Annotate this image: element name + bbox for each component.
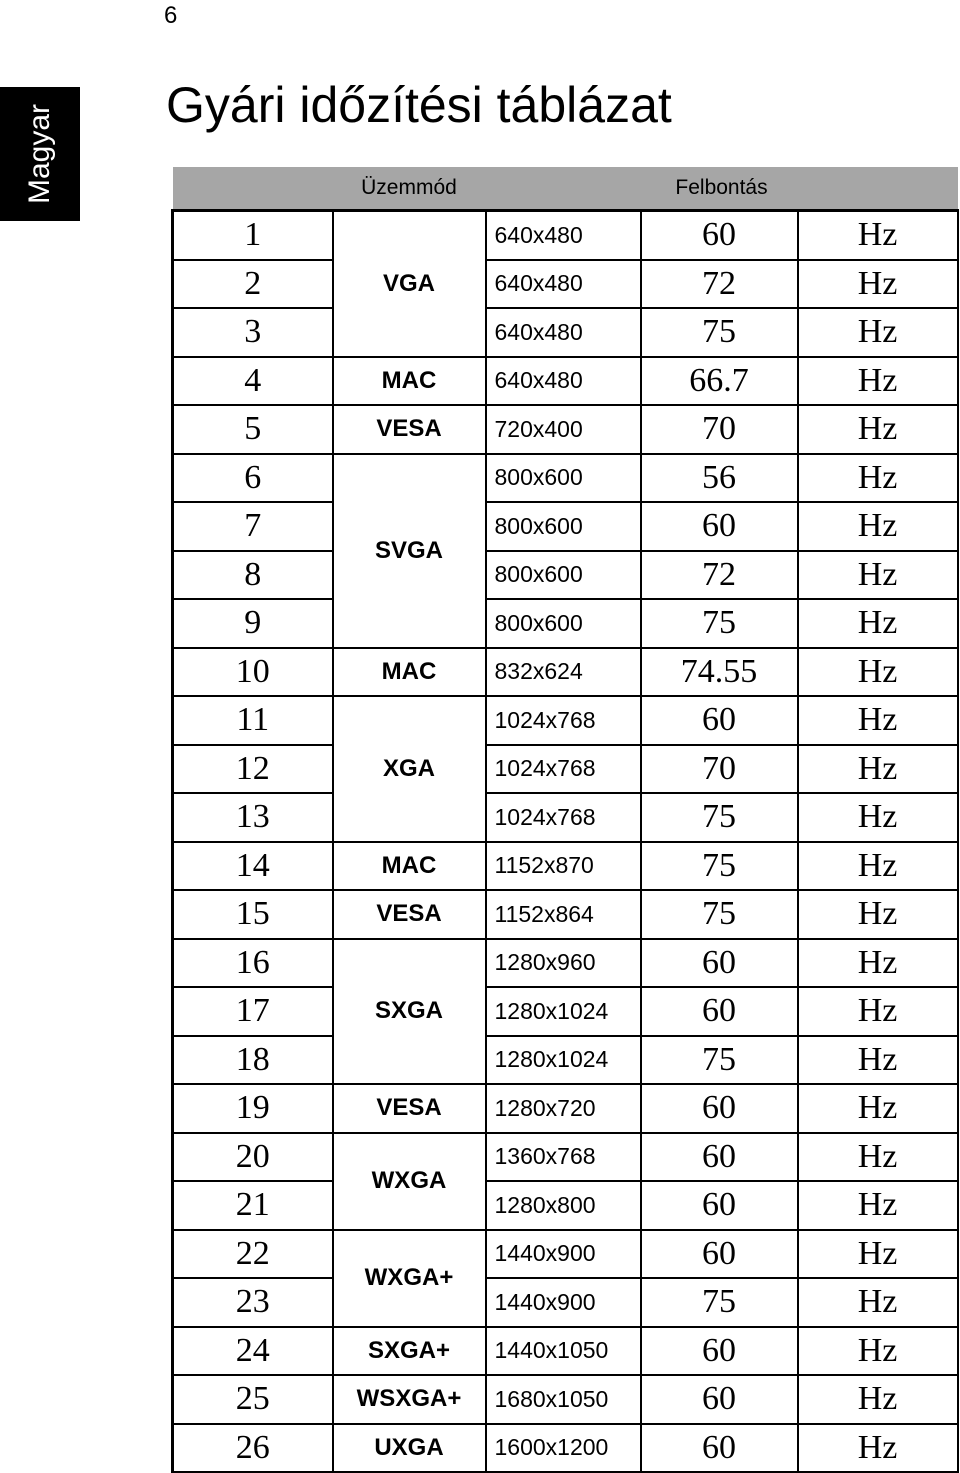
resolution-cell: 1024x768 [486, 793, 641, 842]
unit-cell: Hz [798, 1327, 958, 1376]
frequency-cell: 75 [641, 308, 798, 357]
resolution-cell: 1280x960 [486, 939, 641, 988]
unit-cell: Hz [798, 551, 958, 600]
mode-cell: VESA [333, 405, 486, 454]
resolution-cell: 640x480 [486, 357, 641, 406]
resolution-cell: 800x600 [486, 454, 641, 503]
mode-cell: MAC [333, 648, 486, 697]
table-row [173, 405, 958, 454]
frequency-cell: 75 [641, 890, 798, 939]
frequency-cell: 60 [641, 1375, 798, 1424]
resolution-cell: 1680x1050 [486, 1375, 641, 1424]
unit-cell: Hz [798, 211, 958, 260]
table-row [173, 939, 958, 988]
table-row [173, 502, 958, 551]
frequency-cell: 70 [641, 405, 798, 454]
unit-cell: Hz [798, 939, 958, 988]
table-row [173, 308, 958, 357]
row-index: 17 [173, 987, 333, 1036]
row-index: 6 [173, 454, 333, 503]
mode-cell: MAC [333, 357, 486, 406]
unit-cell: Hz [798, 696, 958, 745]
row-index: 4 [173, 357, 333, 406]
frequency-cell: 75 [641, 1278, 798, 1327]
row-index: 14 [173, 842, 333, 891]
row-index: 20 [173, 1133, 333, 1182]
row-index: 7 [173, 502, 333, 551]
row-index: 21 [173, 1181, 333, 1230]
unit-cell: Hz [798, 1278, 958, 1327]
page-number: 6 [164, 2, 178, 29]
unit-cell: Hz [798, 1424, 958, 1473]
row-index: 12 [173, 745, 333, 794]
unit-cell: Hz [798, 890, 958, 939]
table-row [173, 1327, 958, 1376]
resolution-cell: 1280x800 [486, 1181, 641, 1230]
table-row [173, 1230, 958, 1279]
resolution-cell: 1440x1050 [486, 1327, 641, 1376]
unit-cell: Hz [798, 599, 958, 648]
resolution-cell: 1280x720 [486, 1084, 641, 1133]
unit-cell: Hz [798, 1375, 958, 1424]
table-row [173, 987, 958, 1036]
unit-cell: Hz [798, 454, 958, 503]
row-index: 24 [173, 1327, 333, 1376]
frequency-cell: 60 [641, 502, 798, 551]
row-index: 9 [173, 599, 333, 648]
table-body [173, 211, 958, 1473]
frequency-cell: 70 [641, 745, 798, 794]
unit-cell: Hz [798, 405, 958, 454]
frequency-cell: 60 [641, 1181, 798, 1230]
frequency-cell: 56 [641, 454, 798, 503]
row-index: 10 [173, 648, 333, 697]
row-index: 23 [173, 1278, 333, 1327]
header-index [173, 167, 333, 211]
resolution-cell: 1600x1200 [486, 1424, 641, 1473]
resolution-cell: 1440x900 [486, 1230, 641, 1279]
row-index: 1 [173, 211, 333, 260]
table-row [173, 599, 958, 648]
row-index: 18 [173, 1036, 333, 1085]
table-row [173, 1133, 958, 1182]
row-index: 5 [173, 405, 333, 454]
table-row [173, 357, 958, 406]
table-row [173, 211, 958, 260]
resolution-cell: 640x480 [486, 211, 641, 260]
frequency-cell: 60 [641, 1230, 798, 1279]
resolution-cell: 1024x768 [486, 696, 641, 745]
table-row [173, 1084, 958, 1133]
table-row [173, 696, 958, 745]
timing-table [171, 167, 959, 1473]
resolution-cell: 640x480 [486, 308, 641, 357]
row-index: 8 [173, 551, 333, 600]
unit-cell: Hz [798, 648, 958, 697]
table-row [173, 260, 958, 309]
frequency-cell: 60 [641, 696, 798, 745]
row-index: 15 [173, 890, 333, 939]
header-mode: Üzemmód [333, 167, 486, 211]
resolution-cell: 800x600 [486, 599, 641, 648]
unit-cell: Hz [798, 1133, 958, 1182]
mode-cell: UXGA [333, 1424, 486, 1473]
resolution-cell: 1024x768 [486, 745, 641, 794]
table-row [173, 1424, 958, 1473]
table-row [173, 551, 958, 600]
mode-cell: SVGA [333, 454, 486, 648]
page-title: Gyári időzítési táblázat [166, 77, 672, 133]
frequency-cell: 60 [641, 211, 798, 260]
mode-cell: VESA [333, 890, 486, 939]
resolution-cell: 1280x1024 [486, 987, 641, 1036]
resolution-cell: 1152x864 [486, 890, 641, 939]
unit-cell: Hz [798, 842, 958, 891]
resolution-cell: 1440x900 [486, 1278, 641, 1327]
mode-cell: VESA [333, 1084, 486, 1133]
mode-cell: WSXGA+ [333, 1375, 486, 1424]
mode-cell: SXGA+ [333, 1327, 486, 1376]
resolution-cell: 720x400 [486, 405, 641, 454]
mode-cell: VGA [333, 211, 486, 357]
frequency-cell: 75 [641, 599, 798, 648]
resolution-cell: 1280x1024 [486, 1036, 641, 1085]
table-row [173, 842, 958, 891]
header-resolution: Felbontás [486, 167, 958, 211]
frequency-cell: 75 [641, 793, 798, 842]
frequency-cell: 60 [641, 939, 798, 988]
resolution-cell: 1152x870 [486, 842, 641, 891]
mode-cell: WXGA+ [333, 1230, 486, 1327]
frequency-cell: 75 [641, 1036, 798, 1085]
table-row [173, 745, 958, 794]
mode-cell: WXGA [333, 1133, 486, 1230]
table-row [173, 890, 958, 939]
unit-cell: Hz [798, 1230, 958, 1279]
resolution-cell: 800x600 [486, 502, 641, 551]
row-index: 11 [173, 696, 333, 745]
frequency-cell: 74.55 [641, 648, 798, 697]
resolution-cell: 800x600 [486, 551, 641, 600]
mode-cell: MAC [333, 842, 486, 891]
row-index: 13 [173, 793, 333, 842]
frequency-cell: 60 [641, 1327, 798, 1376]
unit-cell: Hz [798, 260, 958, 309]
table-row [173, 454, 958, 503]
unit-cell: Hz [798, 502, 958, 551]
frequency-cell: 66.7 [641, 357, 798, 406]
frequency-cell: 75 [641, 842, 798, 891]
side-tab-label: Magyar [23, 103, 56, 205]
table-row [173, 1036, 958, 1085]
unit-cell: Hz [798, 357, 958, 406]
resolution-cell: 1360x768 [486, 1133, 641, 1182]
frequency-cell: 60 [641, 987, 798, 1036]
unit-cell: Hz [798, 1084, 958, 1133]
unit-cell: Hz [798, 1181, 958, 1230]
table-header-row [173, 167, 958, 211]
row-index: 16 [173, 939, 333, 988]
unit-cell: Hz [798, 1036, 958, 1085]
table-row [173, 1375, 958, 1424]
row-index: 25 [173, 1375, 333, 1424]
resolution-cell: 640x480 [486, 260, 641, 309]
language-side-tab [0, 87, 80, 221]
row-index: 3 [173, 308, 333, 357]
row-index: 19 [173, 1084, 333, 1133]
frequency-cell: 60 [641, 1084, 798, 1133]
unit-cell: Hz [798, 308, 958, 357]
mode-cell: SXGA [333, 939, 486, 1085]
resolution-cell: 832x624 [486, 648, 641, 697]
row-index: 26 [173, 1424, 333, 1473]
frequency-cell: 60 [641, 1133, 798, 1182]
unit-cell: Hz [798, 987, 958, 1036]
frequency-cell: 60 [641, 1424, 798, 1473]
table-row [173, 648, 958, 697]
row-index: 22 [173, 1230, 333, 1279]
mode-cell: XGA [333, 696, 486, 842]
table-row [173, 793, 958, 842]
unit-cell: Hz [798, 793, 958, 842]
table-row [173, 1181, 958, 1230]
frequency-cell: 72 [641, 551, 798, 600]
row-index: 2 [173, 260, 333, 309]
frequency-cell: 72 [641, 260, 798, 309]
table-row [173, 1278, 958, 1327]
unit-cell: Hz [798, 745, 958, 794]
